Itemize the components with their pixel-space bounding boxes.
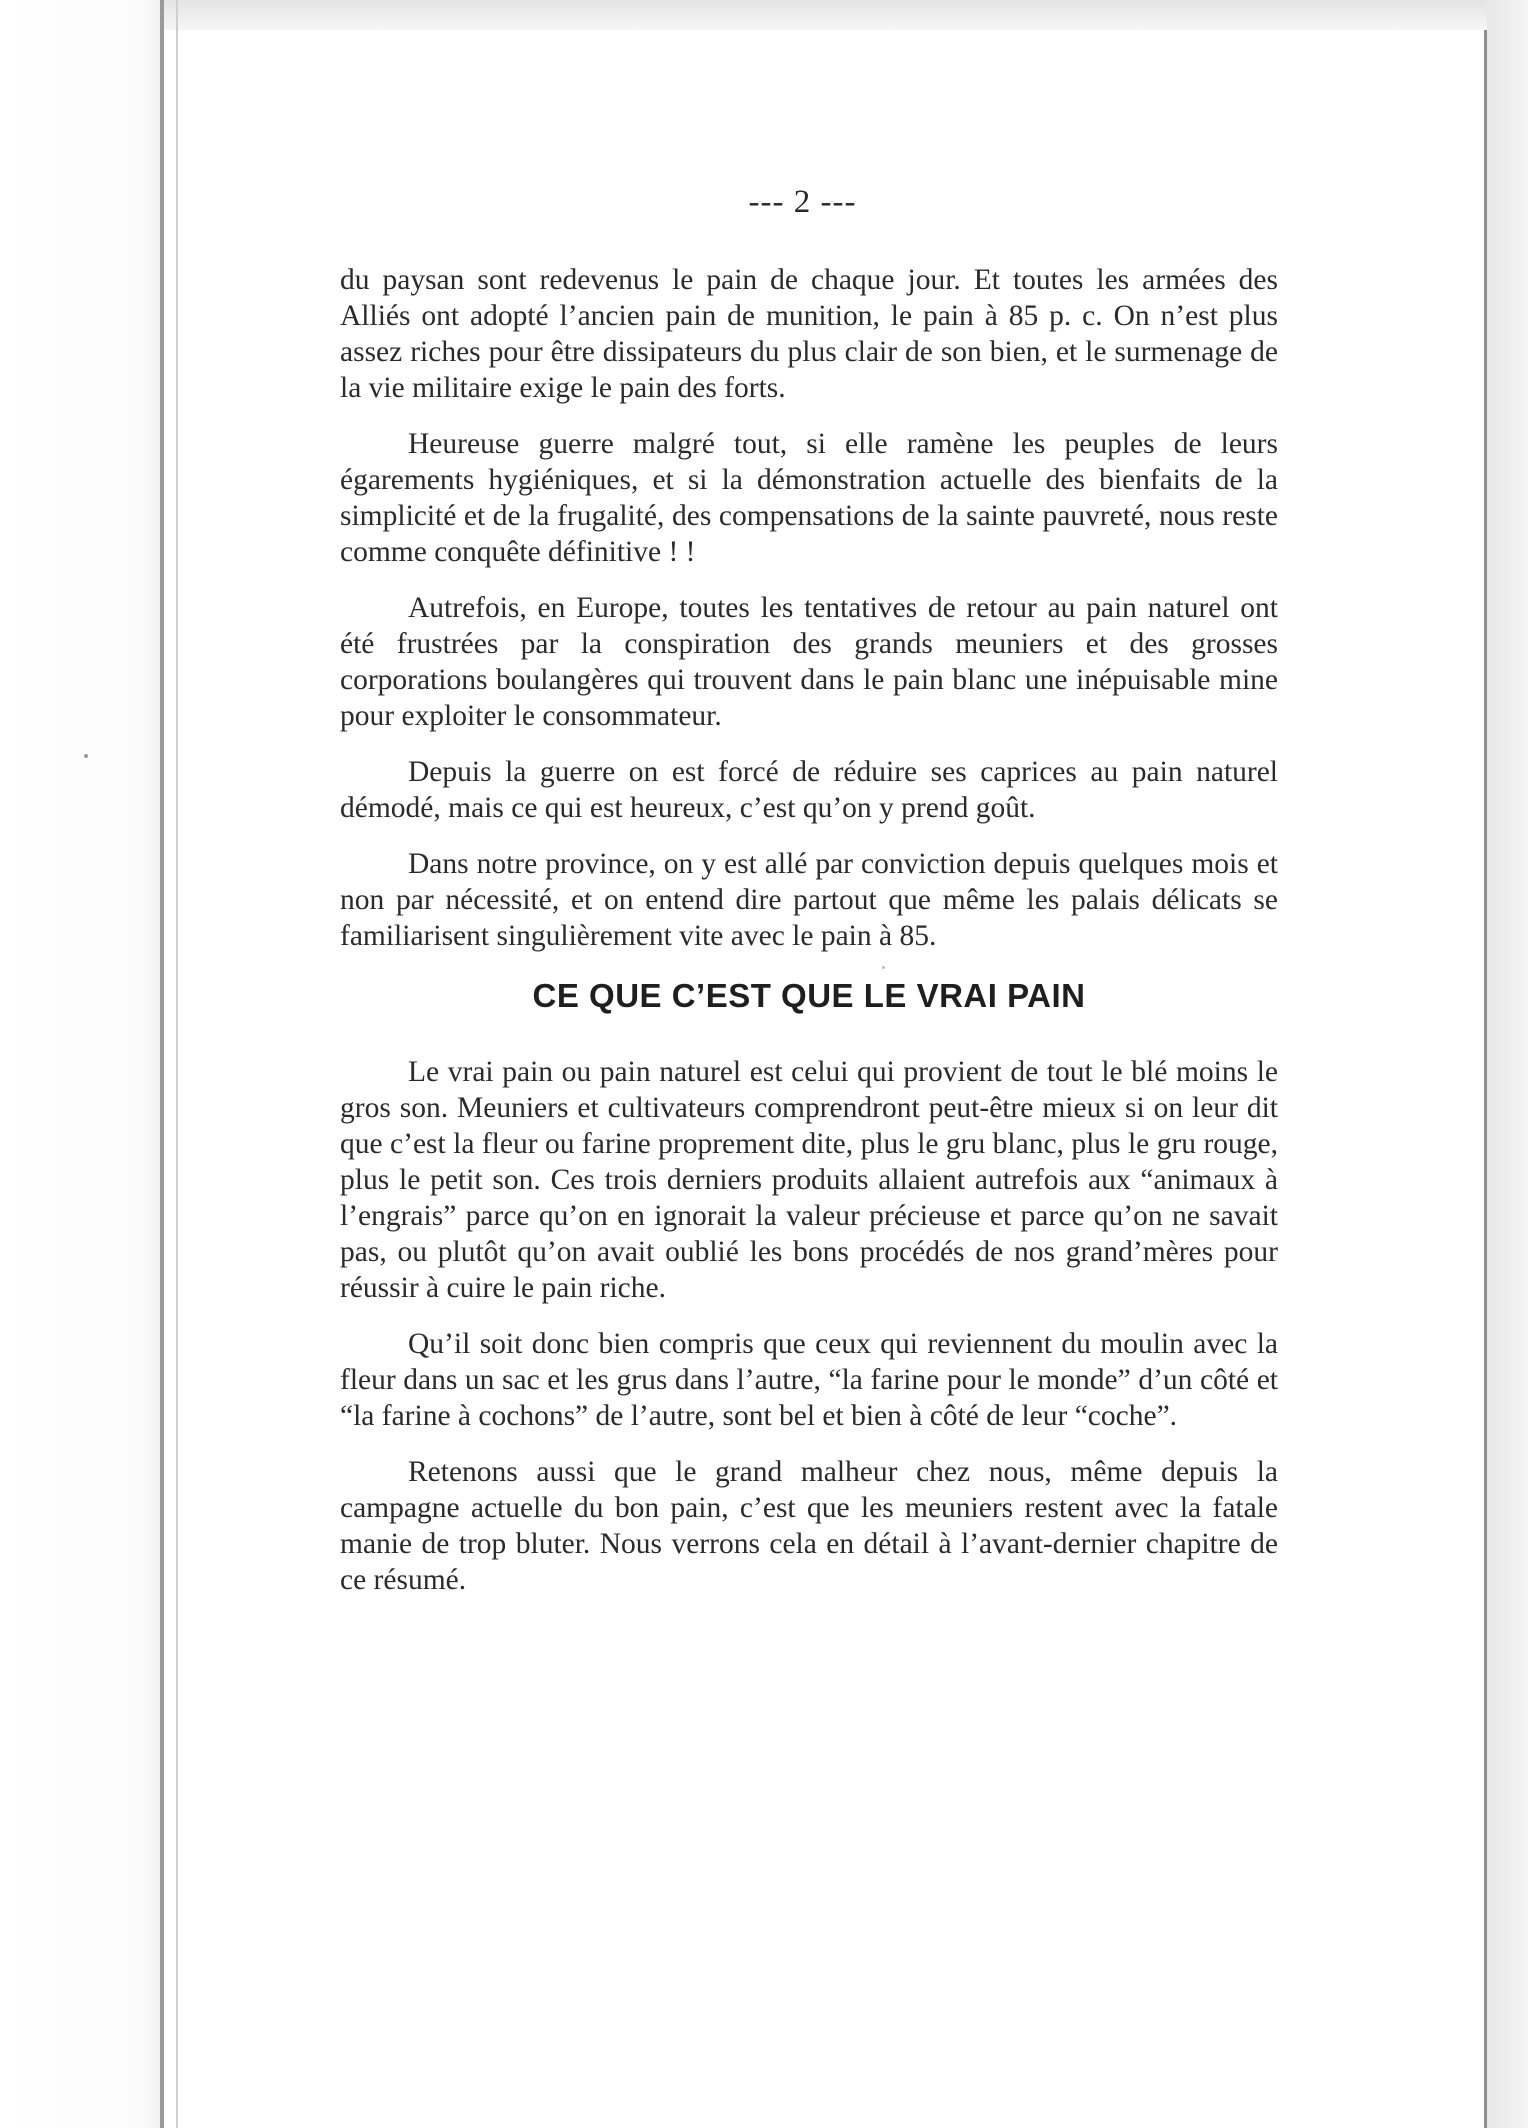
paragraph: du paysan sont redevenus le pain de chaque jour. Et toutes les armées des Alliés ont adopté l’ancien pain de munition, le pain à 85 p. c. On n’est plus assez riches pour être dissipateurs du plus clair de son bien, et le surmenage de la vie militaire exige le pain des forts. [340, 264, 1278, 404]
paragraph: Retenons aussi que le grand malheur chez nous, même depuis la campagne actuelle du bon pain, c’est que les meuniers restent avec la fatale manie de trop bluter. Nous verrons cela en détail à l’avant-dernier chapitre de ce résumé. [340, 1456, 1278, 1596]
section-heading: CE QUE C’EST QUE LE VRAI PAIN [532, 977, 1086, 1014]
paragraph: Depuis la guerre on est forcé de réduire ses caprices au pain naturel démodé, mais ce qui est heureux, c’est qu’on y prend goût. [340, 756, 1278, 824]
paragraph: Autrefois, en Europe, toutes les tentatives de retour au pain naturel ont été frustrées par la conspiration des grands meuniers et des grosses corporations boulangères qui trouvent dans le pain blanc une inépuisable mine pour exploiter le consommateur. [340, 592, 1278, 732]
paragraph: Qu’il soit donc bien compris que ceux qui reviennent du moulin avec la fleur dans un sac et les grus dans l’autre, “la farine pour le monde” d’un côté et “la farine à cochons” de l’autre, sont bel et bien à côté de leur “coche”. [340, 1328, 1278, 1432]
scan-speck [84, 754, 88, 758]
paragraph: Heureuse guerre malgré tout, si elle ramène les peuples de leurs égarements hygiéniques, et si la démonstration actuelle des bienfaits de la simplicité et de la frugalité, des compensations de la sainte pauvreté, nous reste comme conquête définitive ! ! [340, 428, 1278, 568]
scan-background-left [0, 0, 160, 2128]
page-body [340, 262, 1278, 1618]
page-edge-top [164, 0, 1504, 30]
page-edge-left-inner [176, 0, 178, 2128]
scan-background-right [1487, 0, 1528, 2128]
page-edge-left [160, 0, 164, 2128]
page-number: --- 2 --- [748, 184, 857, 220]
paragraph: Dans notre province, on y est allé par conviction depuis quelques mois et non par nécessité, et on entend dire partout que même les palais délicats se familiarisent singulièrement vite avec le pain à 85. [340, 848, 1278, 952]
paragraph: Le vrai pain ou pain naturel est celui qui provient de tout le blé moins le gros son. Meuniers et cultivateurs comprendront peut-être mieux si on leur dit que c’est la fleur ou farine proprement dite, plus le gru blanc, plus le gru rouge, plus le petit son. Ces trois derniers produits allaient autrefois aux “animaux à l’engrais” parce qu’on en ignorait la valeur précieuse et parce qu’on ne savait pas, ou plutôt qu’on avait oublié les bons procédés de nos grand’mères pour réussir à cuire le pain riche. [340, 1056, 1278, 1304]
